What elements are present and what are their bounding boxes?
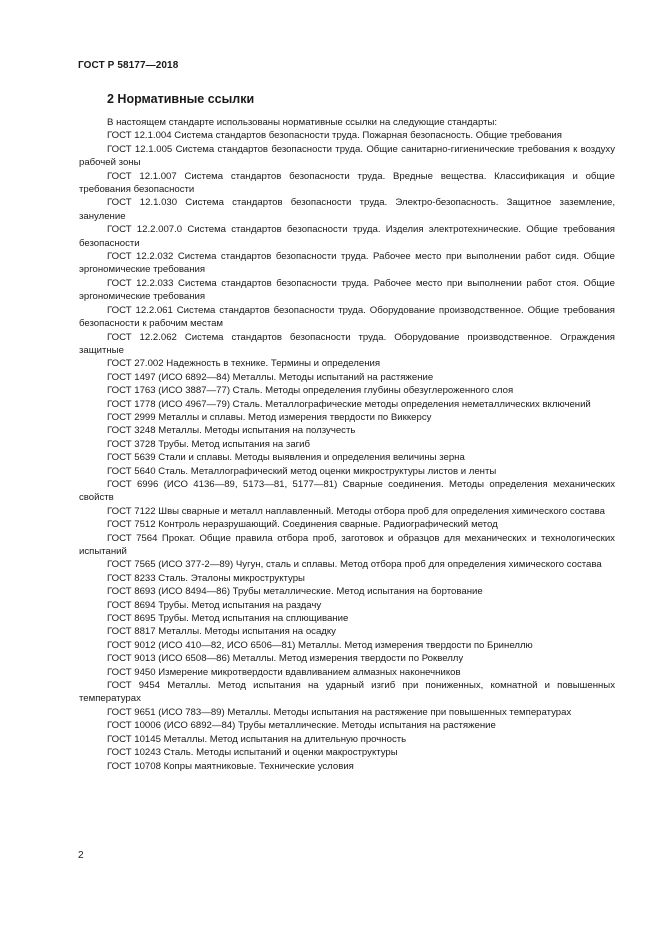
reference-text: Контроль неразрушающий. Соединения сварные. Радиографический метод [158, 519, 498, 531]
reference-item [79, 398, 615, 411]
reference-text: (ИСО 377-2—89) Чугун, сталь и сплавы. Метод отбора проб для определения химического состава [158, 559, 602, 571]
reference-text: Система стандартов безопасности труда. Пожарная безопасность. Общие требования [174, 130, 562, 142]
reference-code: ГОСТ 2999 [107, 411, 156, 423]
reference-text: (ИСО 8494—86) Трубы металлические. Метод испытания на бортование [158, 586, 483, 598]
reference-text: (ИСО 3887—77) Сталь. Методы определения глубины обезуглероженного слоя [158, 385, 514, 397]
reference-item [79, 706, 615, 719]
reference-text: Копры маятниковые. Технические условия [163, 760, 354, 772]
reference-item [79, 625, 615, 638]
reference-text: Сталь. Эталоны микроструктуры [158, 572, 305, 584]
reference-text: (ИСО 410—82, ИСО 6506—81) Металлы. Метод измерения твердости по Бринеллю [158, 639, 533, 651]
reference-text: Система стандартов безопасности труда. Оборудование производственное. Ограждения защитные [79, 331, 615, 356]
reference-code: ГОСТ 8693 [107, 586, 156, 598]
reference-code: ГОСТ 8817 [107, 626, 156, 638]
reference-text: Измерение микротвердости вдавливанием алмазных наконечников [158, 666, 461, 678]
reference-item [79, 451, 615, 464]
reference-text: Система стандартов безопасности труда. Рабочее место при выполнении работ стоя. Общие эргономические требования [79, 277, 615, 303]
reference-item [79, 170, 615, 197]
reference-code: ГОСТ 12.2.032 [107, 251, 174, 263]
reference-item [79, 733, 615, 746]
reference-code: ГОСТ 9012 [107, 639, 156, 651]
reference-item [79, 143, 615, 170]
reference-item [79, 666, 615, 679]
reference-item [79, 679, 615, 706]
reference-code: ГОСТ 9013 [107, 653, 156, 665]
reference-text: Металлы. Метод испытания на ударный изгиб при пониженных, комнатной и повышенных температурах [79, 680, 615, 705]
reference-code: ГОСТ 7564 [107, 532, 158, 544]
reference-text: Металлы. Методы испытания на ползучесть [158, 425, 356, 437]
reference-text: (ИСО 6508—86) Металлы. Метод измерения твердости по Роквеллу [158, 653, 464, 665]
reference-code: ГОСТ 3728 [107, 438, 156, 450]
reference-text: Металлы и сплавы. Метод измерения твердости по Виккерсу [158, 411, 432, 423]
reference-text: (ИСО 783—89) Металлы. Методы испытания на растяжение при повышенных температурах [158, 706, 572, 718]
reference-text: Швы сварные и металл наплавленный. Методы отбора проб для определения химического состава [158, 505, 605, 517]
reference-code: ГОСТ 5639 [107, 452, 156, 464]
reference-item [79, 652, 615, 665]
reference-text: (ИСО 4136—89, 5173—81, 5177—81) Сварные соединения. Методы определения механических свойств [79, 478, 615, 504]
reference-code: ГОСТ 27.002 [107, 358, 164, 370]
reference-item [79, 505, 615, 518]
reference-text: (ИСО 4967—79) Сталь. Металлографические методы определения неметаллических включений [158, 398, 591, 410]
reference-item [79, 599, 615, 612]
reference-text: Прокат. Общие правила отбора проб, заготовок и образцов для механических и технологических испытаний [79, 532, 615, 557]
reference-code: ГОСТ 12.2.062 [107, 331, 177, 343]
reference-text: Система стандартов безопасности труда. Электро-безопасность. Защитное заземление, зануление [79, 197, 615, 222]
reference-code: ГОСТ 12.1.030 [107, 197, 178, 209]
reference-text: Металлы. Методы испытания на осадку [158, 626, 336, 638]
reference-item [79, 518, 615, 531]
reference-code: ГОСТ 10006 [107, 720, 161, 732]
reference-text: Система стандартов безопасности труда. Вредные вещества. Классификация и общие требования безопасности [79, 170, 615, 196]
reference-item [79, 746, 615, 759]
reference-code: ГОСТ 10243 [107, 747, 161, 759]
reference-text: Трубы. Метод испытания на загиб [158, 438, 311, 450]
section-title: 2 Нормативные ссылки [107, 92, 255, 106]
reference-code: ГОСТ 12.1.007 [107, 170, 177, 182]
reference-item [79, 478, 615, 505]
reference-item [79, 612, 615, 625]
reference-text: Система стандартов безопасности труда. Рабочее место при выполнении работ сидя. Общие эргономические требования [79, 251, 615, 276]
reference-code: ГОСТ 5640 [107, 465, 156, 477]
reference-item [79, 250, 615, 277]
reference-item [79, 572, 615, 585]
reference-code: ГОСТ 3248 [107, 425, 156, 437]
reference-item [79, 760, 615, 773]
reference-item [79, 196, 615, 223]
reference-text: Стали и сплавы. Методы выявления и определения величины зерна [158, 452, 465, 464]
reference-list [79, 129, 615, 773]
reference-item [79, 424, 615, 437]
reference-text: Сталь. Металлографический метод оценки микроструктуры листов и ленты [158, 465, 497, 477]
reference-text: Система стандартов безопасности труда. Оборудование производственное. Общие требования безопасности к рабочим местам [79, 304, 615, 330]
reference-text: (ИСО 6892—84) Трубы металлические. Методы испытания на растяжение [163, 720, 496, 732]
reference-code: ГОСТ 7512 [107, 519, 156, 531]
reference-text: Система стандартов безопасности труда. Общие санитарно-гигиенические требования к воздуху рабочей зоны [79, 143, 615, 169]
reference-text: Система стандартов безопасности труда. Изделия электротехнические. Общие требования безопасности [79, 224, 616, 249]
reference-code: ГОСТ 8694 [107, 599, 156, 611]
reference-code: ГОСТ 9450 [107, 666, 156, 678]
reference-code: ГОСТ 12.1.004 [107, 130, 172, 142]
reference-code: ГОСТ 9454 [107, 680, 161, 692]
reference-code: ГОСТ 8695 [107, 613, 156, 625]
reference-code: ГОСТ 10708 [107, 760, 161, 772]
reference-text: Сталь. Методы испытаний и оценки макроструктуры [163, 747, 398, 759]
references-body [79, 116, 615, 773]
reference-item [79, 357, 615, 370]
reference-item [79, 277, 615, 304]
reference-code: ГОСТ 12.2.061 [107, 304, 173, 316]
reference-code: ГОСТ 1763 [107, 385, 156, 397]
reference-item [79, 438, 615, 451]
reference-code: ГОСТ 7565 [107, 559, 156, 571]
reference-item [79, 384, 615, 397]
reference-item [79, 371, 615, 384]
reference-text: Надежность в технике. Термины и определения [166, 358, 381, 370]
reference-text: Трубы. Метод испытания на сплющивание [158, 613, 349, 625]
reference-text: Трубы. Метод испытания на раздачу [158, 599, 322, 611]
reference-item [79, 532, 615, 559]
reference-item [79, 719, 615, 732]
reference-item [79, 585, 615, 598]
reference-code: ГОСТ 6996 [107, 478, 159, 490]
reference-item [79, 558, 615, 571]
reference-item [79, 223, 615, 250]
reference-item [79, 639, 615, 652]
reference-code: ГОСТ 12.1.005 [107, 143, 173, 155]
reference-text: (ИСО 6892—84) Металлы. Методы испытаний на растяжение [158, 371, 434, 383]
reference-item [79, 331, 615, 358]
reference-code: ГОСТ 12.2.007.0 [107, 224, 183, 236]
reference-item [79, 465, 615, 478]
reference-code: ГОСТ 7122 [107, 505, 156, 517]
reference-code: ГОСТ 9651 [107, 706, 156, 718]
page-number: 2 [78, 850, 84, 861]
intro-paragraph: В настоящем стандарте использованы нормативные ссылки на следующие стандарты: [107, 117, 498, 128]
reference-item [79, 129, 615, 142]
reference-item [79, 304, 615, 331]
reference-code: ГОСТ 12.2.033 [107, 277, 174, 289]
reference-text: Металлы. Метод испытания на длительную прочность [163, 733, 407, 745]
reference-code: ГОСТ 1778 [107, 398, 156, 410]
reference-code: ГОСТ 10145 [107, 733, 161, 745]
reference-code: ГОСТ 1497 [107, 371, 156, 383]
reference-code: ГОСТ 8233 [107, 572, 156, 584]
document-header: ГОСТ Р 58177—2018 [78, 60, 179, 71]
reference-item [79, 411, 615, 424]
